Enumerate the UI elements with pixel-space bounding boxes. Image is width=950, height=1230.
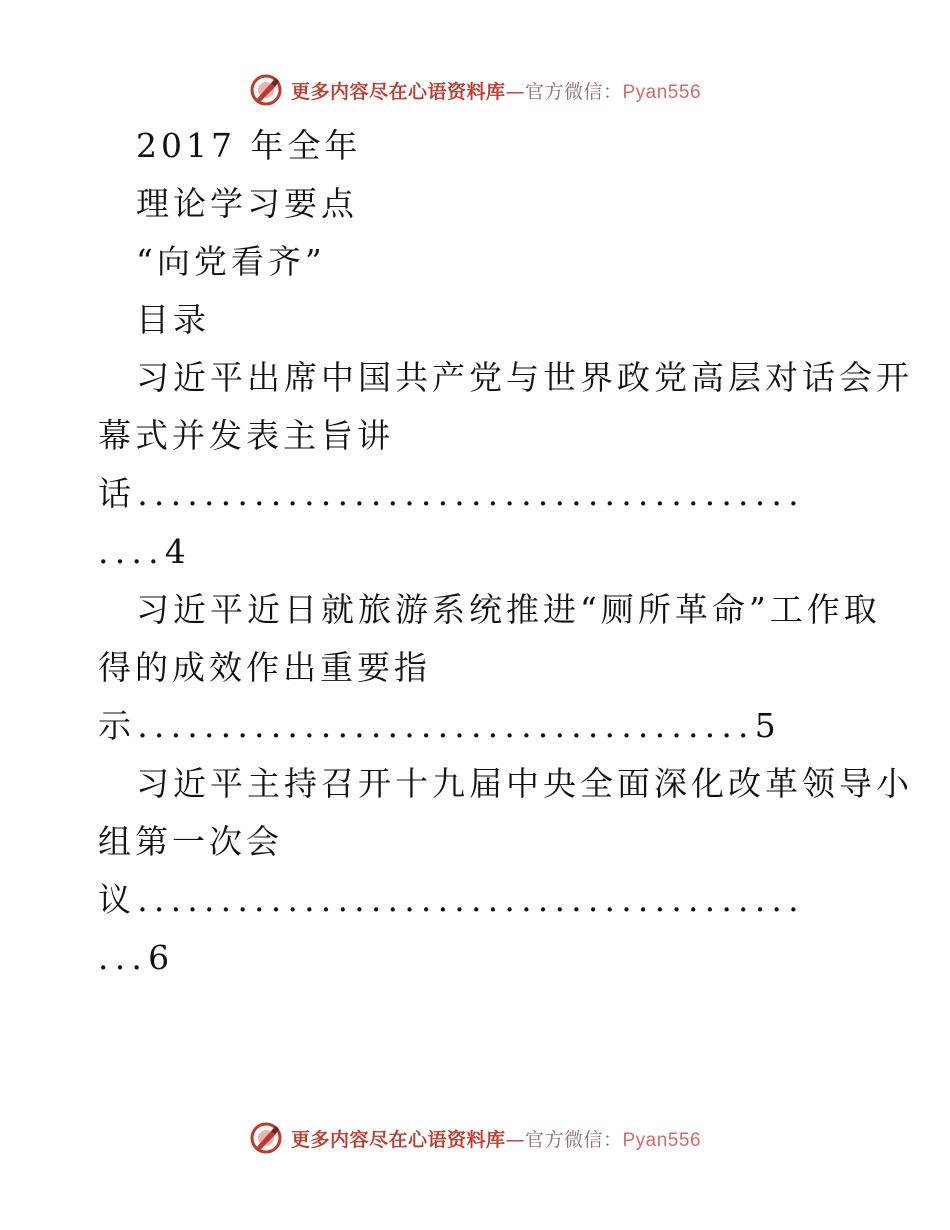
year-line: 2017 年全年 [136,126,362,165]
banner-wechat-id: Pyan556 [622,81,702,103]
banner-main-text: 更多内容尽在心语资料库 [290,80,506,103]
toc-entry-2-line2: 得的成效作出重要指 [98,648,431,687]
toc-entry-3-line2: 组第一次会 [98,822,283,861]
banner-dash: — [505,80,525,103]
banner-official-text: 官方微信： [524,1128,623,1151]
document-body [98,117,913,987]
toc-entry-3-line1: 习近平主持召开十九届中央全面深化改革领导小 [136,764,913,803]
banner-wechat-id: Pyan556 [622,1129,702,1151]
toc-heading: 目录 [136,300,210,339]
banner-official-text: 官方微信： [524,80,623,103]
toc-entry-1-line1: 习近平出席中国共产党与世界政党高层对话会开 [136,358,913,397]
toc-entry-1-leader: 话........................................ [98,474,805,513]
pen-logo-icon [249,73,283,107]
toc-entry-2-line1: 习近平近日就旅游系统推进“厕所革命”工作取 [136,590,881,629]
toc-entry-1-page: ....4 [98,532,192,571]
toc-entry-3-leader: 议........................................ [98,880,805,919]
footer-watermark-banner [0,1118,950,1158]
quote-title: “向党看齐” [136,242,326,281]
banner-main-text: 更多内容尽在心语资料库 [290,1128,506,1151]
subtitle: 理论学习要点 [136,184,358,223]
toc-entry-1-line2: 幕式并发表主旨讲 [98,416,394,455]
toc-entry-3-page: ...6 [98,938,176,977]
toc-entry-2-leader-page: 示.....................................5 [98,706,782,745]
header-watermark-banner [0,70,950,110]
pen-logo-icon [249,1121,283,1155]
banner-dash: — [505,1128,525,1151]
